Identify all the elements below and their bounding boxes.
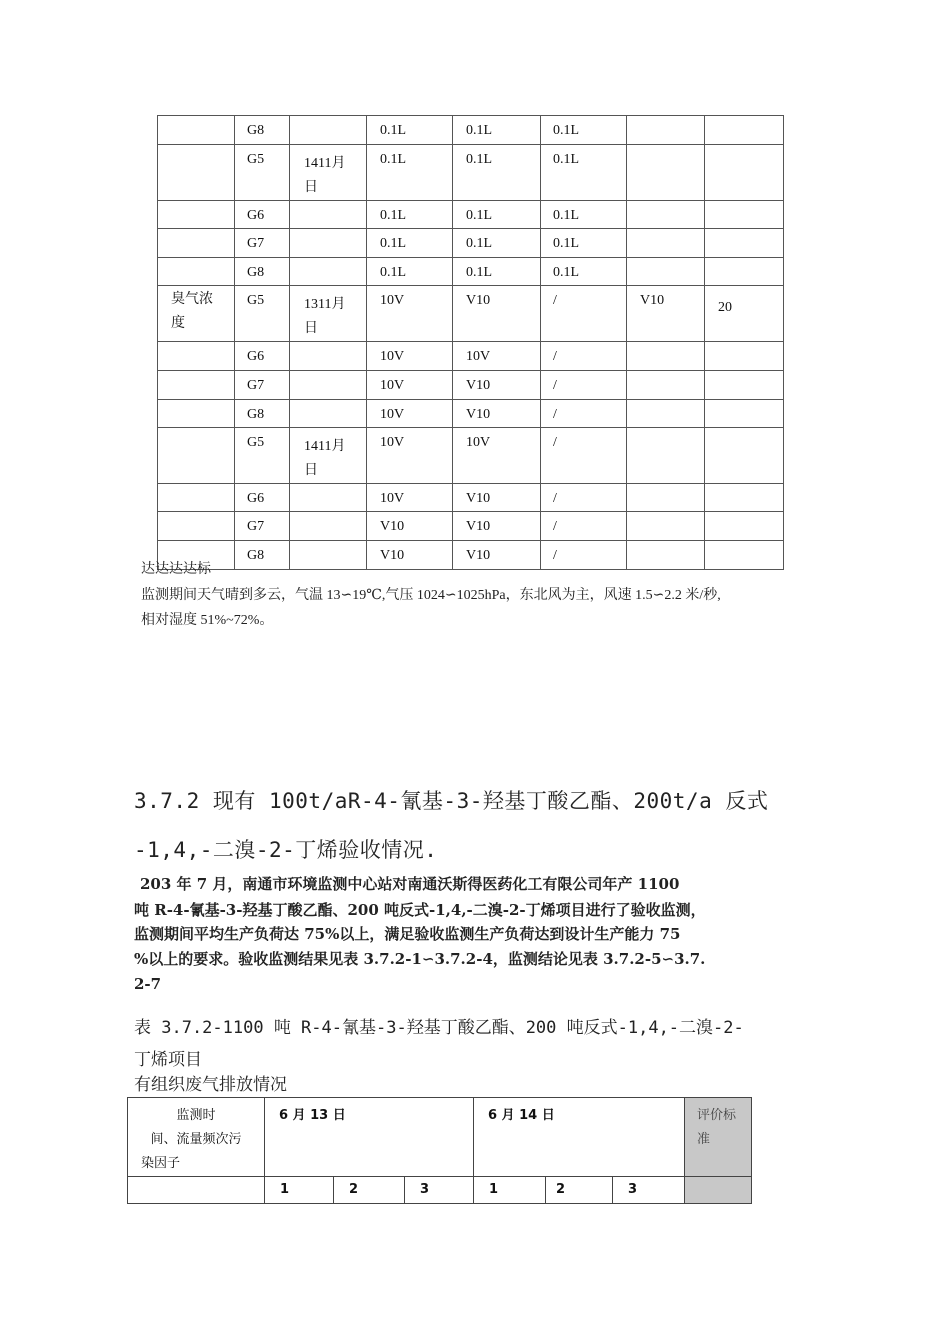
standard-header: [685, 1098, 752, 1177]
table-cell-c7: [627, 116, 705, 145]
table-cell-v1: [367, 512, 453, 541]
cell-text: 0.1L: [553, 152, 580, 167]
cell-text: 1311月日: [304, 297, 346, 336]
table-cell-c7: [627, 229, 705, 258]
cell-text: [158, 145, 223, 147]
table-cell-v1: [367, 484, 453, 512]
table-cell-item: [158, 116, 235, 145]
cell-text: [158, 229, 223, 231]
table-cell-v1: [367, 541, 453, 570]
table-cell-v3: [541, 116, 627, 145]
cell-text: [705, 428, 783, 432]
table-cell-v1: [367, 116, 453, 145]
table-cell-v1: [367, 145, 453, 201]
table-cell-v3: [541, 428, 627, 484]
table-cell-date: [290, 400, 367, 428]
cell-text: /: [553, 435, 557, 450]
table-cell-v3: [541, 484, 627, 512]
table-cell-v3: [541, 229, 627, 258]
cell-text: [627, 201, 704, 205]
table-cell-v3: [541, 342, 627, 371]
table-cell-point: [235, 342, 290, 371]
table-cell-point: [235, 541, 290, 570]
cell-text: G6: [247, 491, 265, 506]
weather-note-line1: 监测期间天气晴到多云，气温 13∽19℃,气压 1024∽1025hPa，东北风为主，风速 1.5∽2.2 米/秒,: [141, 588, 721, 603]
paragraph-line2: 吨 R-4-氰基-3-羟基丁酸乙酯、200 吨反式-1,4,-二溴-2-丁烯项目进行了验收监测，: [134, 901, 706, 919]
table-cell-item: [158, 229, 235, 258]
cell-text: 1411月日: [304, 156, 346, 195]
freq-cell: [334, 1177, 405, 1204]
cell-text: [705, 229, 783, 233]
cell-text: 10V: [380, 435, 405, 450]
table-cell-v2: [453, 428, 541, 484]
table-cell-item: [158, 145, 235, 201]
cell-text: 0.1L: [466, 123, 493, 138]
table-cell-v1: [367, 286, 453, 342]
cell-text: [158, 116, 223, 118]
cell-text: [290, 371, 356, 378]
cell-text: G7: [247, 236, 265, 251]
table-row: [158, 258, 784, 286]
monitoring-results-table: [157, 115, 784, 570]
table-cell-v2: [453, 512, 541, 541]
cell-text: V10: [466, 407, 491, 422]
cell-text: 0.1L: [466, 236, 493, 251]
cell-text: [627, 428, 704, 432]
table-caption-line1: 表 3.7.2-1100 吨 R-4-氰基-3-羟基丁酸乙酯、200 吨反式-1,4,-二溴-2-: [134, 1018, 744, 1038]
table-cell-date: [290, 201, 367, 229]
cell-text: V10: [380, 548, 405, 563]
table-cell-c8: [705, 428, 784, 484]
standard-label-2: 准: [697, 1132, 711, 1147]
cell-text: 10V: [380, 407, 405, 422]
table-cell-v1: [367, 428, 453, 484]
cell-text: V10: [466, 491, 491, 506]
cell-text: [705, 342, 783, 346]
cell-text: 0.1L: [380, 236, 407, 251]
table-cell-point: [235, 371, 290, 400]
cell-text: [158, 512, 223, 514]
table-cell-v2: [453, 145, 541, 201]
cell-text: [290, 342, 356, 349]
cell-text: [627, 512, 704, 516]
cell-text: [290, 229, 356, 236]
freq-cell: [405, 1177, 474, 1204]
table-row: [158, 201, 784, 229]
cell-text: /: [553, 548, 557, 563]
freq-label: 2: [349, 1182, 359, 1197]
table-cell-v1: [367, 400, 453, 428]
header-factor-cell: [128, 1098, 265, 1177]
cell-text: 10V: [380, 349, 405, 364]
table-cell-date: [290, 428, 367, 484]
cell-text: /: [553, 519, 557, 534]
table-cell-date: [290, 258, 367, 286]
cell-text: 0.1L: [553, 123, 580, 138]
cell-text: G8: [247, 265, 265, 280]
cell-text: [705, 512, 783, 516]
table-cell-c8: [705, 342, 784, 371]
cell-text: [627, 229, 704, 233]
table-cell-c7: [627, 512, 705, 541]
cell-text: /: [553, 407, 557, 422]
table-cell-date: [290, 541, 367, 570]
cell-text: 0.1L: [466, 152, 493, 167]
freq-cell: [265, 1177, 334, 1204]
freq-label: 2: [556, 1182, 566, 1197]
cell-text: V10: [640, 293, 665, 308]
table-cell-v3: [541, 400, 627, 428]
table-caption-line3: 有组织废气排放情况: [134, 1075, 287, 1095]
cell-text: [705, 116, 783, 120]
cell-text: G5: [247, 152, 265, 167]
table-cell-c7: [627, 286, 705, 342]
table-cell-c8: [705, 116, 784, 145]
table-row: [158, 116, 784, 145]
table-cell-c7: [627, 484, 705, 512]
cell-text: G6: [247, 349, 265, 364]
cell-text: [627, 258, 704, 262]
cell-text: [627, 342, 704, 346]
table-cell-v2: [453, 484, 541, 512]
table-cell-c8: [705, 286, 784, 342]
cell-text: 0.1L: [466, 265, 493, 280]
cell-text: 0.1L: [380, 265, 407, 280]
table-cell-v1: [367, 371, 453, 400]
cell-text: 10V: [466, 349, 491, 364]
cell-text: [158, 541, 223, 543]
table-cell-item: [158, 286, 235, 342]
compliance-note: 达达达达标: [141, 562, 211, 577]
cell-text: 0.1L: [380, 123, 407, 138]
table-row: [158, 286, 784, 342]
table-row: [158, 512, 784, 541]
paragraph-line1: 203 年 7 月，南通市环境监测中心站对南通沃斯得医药化工有限公司年产 1100: [140, 875, 680, 893]
cell-text: /: [553, 378, 557, 393]
table-cell-c8: [705, 145, 784, 201]
table-cell-c8: [705, 541, 784, 570]
freq-label: 3: [420, 1182, 430, 1197]
table-cell-point: [235, 229, 290, 258]
table-row: [158, 541, 784, 570]
table-cell-date: [290, 145, 367, 201]
section-heading-line2: -1,4,-二溴-2-丁烯验收情况.: [134, 838, 438, 862]
cell-text: [290, 400, 356, 407]
cell-text: [158, 371, 223, 373]
cell-text: 10V: [380, 293, 405, 308]
table-cell-v3: [541, 541, 627, 570]
table-cell-item: [158, 342, 235, 371]
table-cell-c7: [627, 428, 705, 484]
table-cell-v3: [541, 201, 627, 229]
cell-text: 臭气浓度: [171, 292, 213, 331]
cell-text: V10: [466, 378, 491, 393]
cell-text: [627, 116, 704, 120]
table-cell-date: [290, 512, 367, 541]
cell-text: [705, 145, 783, 149]
standard-label-1: 评价标: [697, 1108, 737, 1123]
table-cell-c8: [705, 400, 784, 428]
table-cell-v3: [541, 371, 627, 400]
emission-table: [127, 1097, 752, 1204]
table-cell-item: [158, 484, 235, 512]
cell-text: [158, 400, 223, 402]
table-cell-point: [235, 428, 290, 484]
cell-text: [705, 484, 783, 488]
table-cell-point: [235, 258, 290, 286]
table-cell-v2: [453, 116, 541, 145]
table-cell-v3: [541, 286, 627, 342]
cell-text: /: [553, 349, 557, 364]
table-cell-v2: [453, 342, 541, 371]
cell-text: 1411月日: [304, 439, 346, 478]
table-row: [158, 145, 784, 201]
freq-label: 1: [280, 1182, 290, 1197]
cell-text: 0.1L: [466, 208, 493, 223]
cell-text: [290, 512, 356, 519]
freq-blank-cell: [128, 1177, 265, 1204]
cell-text: 0.1L: [553, 265, 580, 280]
table-cell-v2: [453, 541, 541, 570]
weather-note-line2: 相对湿度 51%~72%。: [141, 613, 274, 628]
table-cell-v2: [453, 400, 541, 428]
table-row: [158, 371, 784, 400]
cell-text: G8: [247, 548, 265, 563]
freq-label: 3: [628, 1182, 638, 1197]
cell-text: [290, 258, 356, 265]
cell-text: [705, 400, 783, 404]
header-label-3: 染因子: [141, 1156, 181, 1171]
cell-text: G6: [247, 208, 265, 223]
table-caption-line2: 丁烯项目: [134, 1050, 202, 1070]
table-cell-v2: [453, 229, 541, 258]
table-cell-c7: [627, 371, 705, 400]
cell-text: 0.1L: [380, 152, 407, 167]
table-cell-item: [158, 400, 235, 428]
cell-text: V10: [466, 519, 491, 534]
cell-text: [158, 342, 223, 344]
cell-text: /: [553, 293, 557, 308]
cell-text: V10: [466, 293, 491, 308]
paragraph-line5: 2-7: [134, 975, 162, 993]
date1-label: 6 月 13 日: [279, 1108, 346, 1123]
table-cell-v2: [453, 258, 541, 286]
cell-text: [290, 116, 356, 123]
date1-header: [265, 1098, 474, 1177]
section-heading-line1: 3.7.2 现有 100t/aR-4-氰基-3-羟基丁酸乙酯、200t/a 反式: [134, 789, 769, 813]
table-row: [158, 400, 784, 428]
table-cell-point: [235, 512, 290, 541]
date2-label: 6 月 14 日: [488, 1108, 555, 1123]
cell-text: [627, 400, 704, 404]
table-cell-point: [235, 201, 290, 229]
cell-text: V10: [466, 548, 491, 563]
cell-text: [627, 541, 704, 545]
header-label-2: 间、流量频次污: [150, 1132, 242, 1147]
table-cell-c7: [627, 400, 705, 428]
cell-text: [627, 484, 704, 488]
table-cell-c8: [705, 201, 784, 229]
table-cell-v1: [367, 342, 453, 371]
table-cell-point: [235, 286, 290, 342]
cell-text: [705, 541, 783, 545]
table-cell-v3: [541, 512, 627, 541]
table-cell-item: [158, 512, 235, 541]
table-cell-point: [235, 484, 290, 512]
table-cell-date: [290, 484, 367, 512]
standard-blank-cell: [685, 1177, 752, 1204]
table-cell-c7: [627, 342, 705, 371]
freq-label: 1: [489, 1182, 499, 1197]
table-cell-v2: [453, 286, 541, 342]
cell-text: [290, 201, 356, 208]
freq-cell: [474, 1177, 546, 1204]
table-cell-point: [235, 116, 290, 145]
cell-text: G7: [247, 378, 265, 393]
header-label-1: 监测时: [176, 1108, 216, 1123]
table-cell-v3: [541, 258, 627, 286]
table-cell-point: [235, 400, 290, 428]
cell-text: 0.1L: [553, 236, 580, 251]
cell-text: [705, 258, 783, 262]
cell-text: G8: [247, 123, 265, 138]
table-cell-v3: [541, 145, 627, 201]
table-cell-c8: [705, 512, 784, 541]
table-cell-date: [290, 116, 367, 145]
paragraph-line3: 监测期间平均生产负荷达 75%以上，满足验收监测生产负荷达到设计生产能力 75: [134, 925, 681, 943]
table-cell-v1: [367, 201, 453, 229]
cell-text: G8: [247, 407, 265, 422]
cell-text: 0.1L: [553, 208, 580, 223]
cell-text: G5: [247, 293, 265, 308]
table-cell-c7: [627, 145, 705, 201]
cell-text: 10V: [466, 435, 491, 450]
table-row: [158, 229, 784, 258]
cell-text: [158, 258, 223, 260]
freq-cell: [613, 1177, 685, 1204]
table-cell-c7: [627, 201, 705, 229]
cell-text: [627, 371, 704, 375]
cell-text: [158, 428, 223, 430]
table-cell-c7: [627, 541, 705, 570]
cell-text: /: [553, 491, 557, 506]
table-cell-v1: [367, 258, 453, 286]
table-row: [158, 342, 784, 371]
table-cell-c8: [705, 258, 784, 286]
table-cell-point: [235, 145, 290, 201]
cell-text: [290, 484, 356, 491]
table-cell-v2: [453, 371, 541, 400]
date2-header: [474, 1098, 685, 1177]
cell-text: 10V: [380, 491, 405, 506]
table-cell-c8: [705, 229, 784, 258]
table-cell-date: [290, 286, 367, 342]
cell-text: G7: [247, 519, 265, 534]
cell-text: [158, 201, 223, 203]
table-cell-c8: [705, 371, 784, 400]
cell-text: [705, 201, 783, 205]
freq-cell: [546, 1177, 613, 1204]
cell-text: V10: [380, 519, 405, 534]
cell-text: [158, 484, 223, 486]
cell-text: 0.1L: [380, 208, 407, 223]
cell-text: [627, 145, 704, 149]
table-cell-c7: [627, 258, 705, 286]
table-cell-c8: [705, 484, 784, 512]
cell-text: 10V: [380, 378, 405, 393]
table-cell-date: [290, 229, 367, 258]
table-cell-date: [290, 371, 367, 400]
table-cell-item: [158, 428, 235, 484]
table-cell-v1: [367, 229, 453, 258]
table-cell-item: [158, 201, 235, 229]
table-row: [158, 484, 784, 512]
table-cell-v2: [453, 201, 541, 229]
table-cell-item: [158, 258, 235, 286]
cell-text: [290, 541, 356, 548]
table-row: [158, 428, 784, 484]
cell-text: G5: [247, 435, 265, 450]
paragraph-line4: %以上的要求。验收监测结果见表 3.7.2-1∽3.7.2-4，监测结论见表 3.7.2-5∽3.7.: [134, 950, 706, 968]
cell-text: 20: [718, 300, 732, 315]
cell-text: [705, 371, 783, 375]
table-cell-item: [158, 371, 235, 400]
table-cell-date: [290, 342, 367, 371]
